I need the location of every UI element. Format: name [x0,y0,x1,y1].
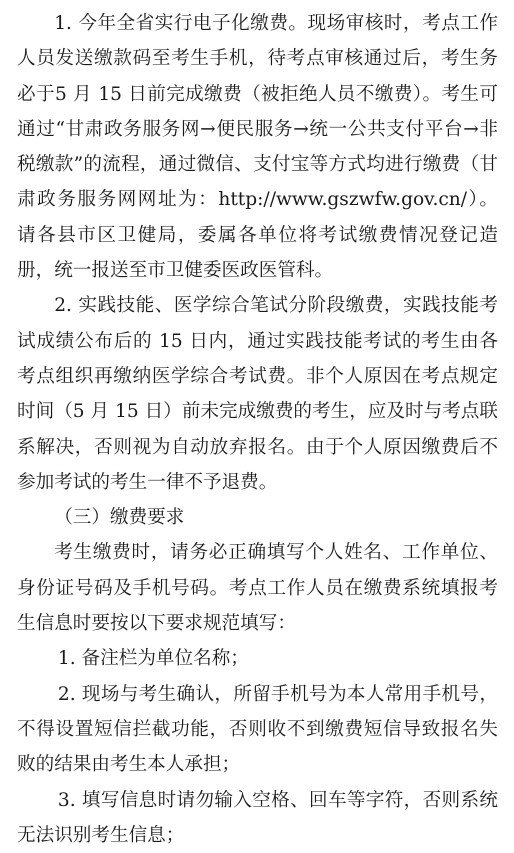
requirement-item-no-spaces: 3. 填写信息时请勿输入空格、回车等字符，否则系统无法识别考生信息； [17,789,498,846]
paragraph-electronic-payment: 1. 今年全省实行电子化缴费。现场审核时，考点工作人员发送缴款码至考生手机，待考点审核通过后，考生务必于5 月 15 日前完成缴费（被拒绝人员不缴费）。考生可通过“甘肃政务服务网→便民服务→统一公共支付平台→非税缴款”的流程，通过微信、支付宝等方式均进行缴费（甘肃政务服务网网址为：http://www.gszwfw.gov.cn/）。请各县市区卫健局，委属各单位将考试缴费情况登记造册，统一报送至市卫健委医政医管科。 [17,13,498,282]
requirement-item-phone: 2. 现场与考生确认，所留手机号为本人常用手机号，不得设置短信拦截功能，否则收不到缴费短信导致报名失败的结果由考生本人承担； [17,683,498,776]
paragraph-payment-intro: 考生缴费时，请务必正确填写个人姓名、工作单位、身份证号码及手机号码。考点工作人员在缴费系统填报考生信息时要按以下要求规范填写： [17,542,498,635]
section-heading-payment-requirements: （三）缴费要求 [54,507,185,529]
requirement-item-remarks: 1. 备注栏为单位名称； [57,648,249,670]
paragraph-staged-payment: 2. 实践技能、医学综合笔试分阶段缴费，实践技能考试成绩公布后的 15 日内，通过实践技能考试的考生由各考点组织再缴纳医学综合考试费。非个人原因在考点规定时间（5 月 15 日）前未完成缴费的考生，应及时与考点联系解决，否则视为自动放弃报名。由于个人原因缴费后不参加考试的考生一律不予退费。 [17,295,498,493]
